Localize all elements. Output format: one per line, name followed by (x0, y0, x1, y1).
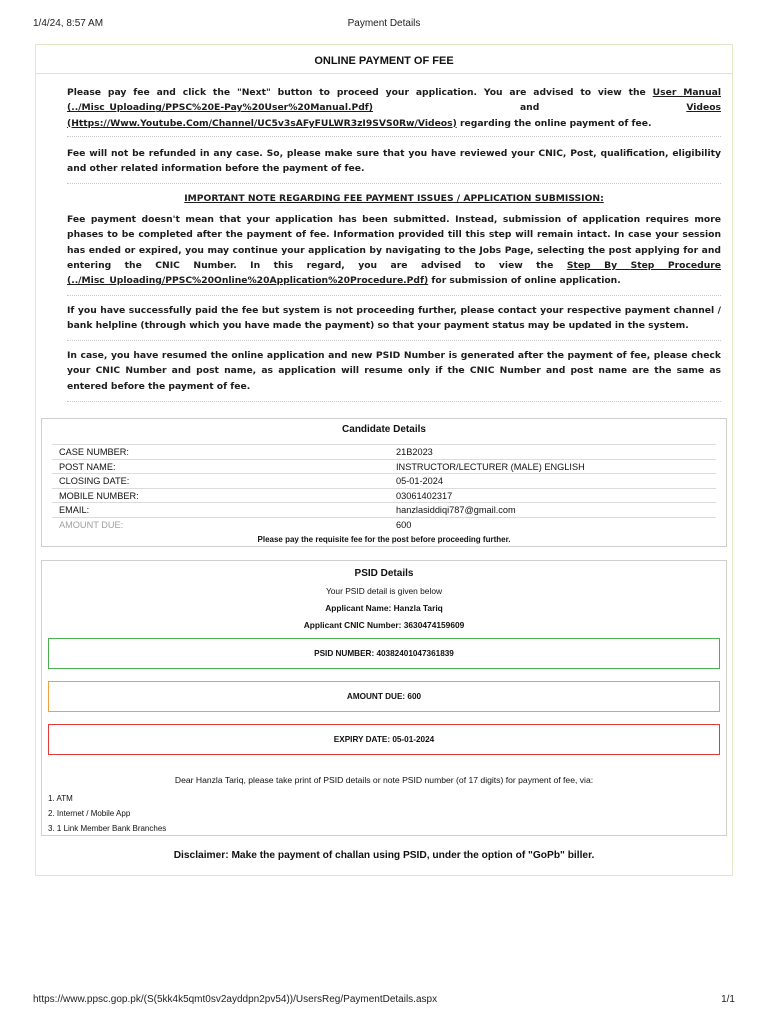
psid-number-box: PSID NUMBER: 40382401047361839 (48, 638, 720, 669)
list-item: 2. Internet / Mobile App (48, 809, 131, 818)
important-note-heading: IMPORTANT NOTE REGARDING FEE PAYMENT ISSUES / APPLICATION SUBMISSION: (184, 193, 604, 204)
row-label: EMAIL: (59, 505, 90, 516)
expiry-date-box: EXPIRY DATE: 05-01-2024 (48, 724, 720, 755)
divider (67, 401, 721, 402)
table-row (52, 459, 716, 474)
paragraph-instructions (67, 85, 721, 131)
row-label: CLOSING DATE: (59, 476, 130, 487)
paragraph-text: and (372, 102, 687, 114)
amount-due-box: AMOUNT DUE: 600 (48, 681, 720, 712)
divider (67, 183, 721, 184)
paragraph-refund: Fee will not be refunded in any case. So, please make sure that you have reviewed your CNIC, Post, qualification, eligibility and other related information before the payment of fee. (67, 148, 721, 175)
candidate-details-title: Candidate Details (342, 424, 426, 435)
applicant-cnic: Applicant CNIC Number: 3630474159609 (303, 620, 465, 630)
procedure-link[interactable]: Step By Step Procedure (../Misc_Uploading/PPSC%20Online%20Application%20Procedure.Pdf) (67, 259, 721, 287)
row-value: hanzlasiddiqi787@gmail.com (396, 505, 516, 516)
table-row (52, 517, 716, 532)
divider (36, 73, 732, 74)
paragraph-helpline: If you have successfully paid the fee but system is not proceeding further, please contact your respective payment channel / bank helpline (through which you have made the payment) so that your payment status may be updated in the system. (67, 305, 721, 332)
table-row (52, 488, 716, 503)
paragraph-text: regarding the online payment of fee. (456, 117, 652, 129)
list-item: 3. 1 Link Member Bank Branches (48, 824, 167, 833)
paragraph-text: for submission of online application. (428, 275, 621, 287)
page-number: 1/1 (721, 994, 735, 1005)
row-value: 03061402317 (396, 490, 453, 501)
psid-subtitle: Your PSID detail is given below (325, 586, 443, 596)
psid-details-title: PSID Details (354, 568, 414, 579)
divider (67, 340, 721, 341)
list-item: 1. ATM (48, 794, 73, 803)
applicant-name: Applicant Name: Hanzla Tariq (325, 603, 443, 613)
paragraph-text: Please pay fee and click the "Next" button to proceed your application. You are advised to view the (67, 87, 653, 98)
table-row (52, 444, 716, 459)
paragraph-fee-submission (67, 212, 721, 288)
divider (67, 295, 721, 296)
candidate-details-table (52, 444, 716, 532)
fee-requirement-note: Please pay the requisite fee for the post before proceeding further. (257, 535, 511, 544)
divider (67, 136, 721, 137)
row-value: 21B2023 (396, 447, 433, 457)
table-row (52, 502, 716, 517)
videos-link[interactable]: Videos (Https://Www.Youtube.Com/Channel/UC5v3sAFyFULWR3zI9SVS0Rw/Videos) (67, 102, 721, 129)
candidate-details-box (41, 418, 727, 547)
row-label: POST NAME: (59, 461, 116, 472)
payment-instructions: Dear Hanzla Tariq, please take print of PSID details or note PSID number (of 17 digits) for payment of fee, via: (174, 775, 594, 785)
print-url: https://www.ppsc.gop.pk/(S(5kk4k5qmt0sv2ayddpn2pv54))/UsersReg/PaymentDetails.aspx (33, 994, 438, 1005)
section-title: ONLINE PAYMENT OF FEE (314, 55, 454, 67)
row-label: MOBILE NUMBER: (59, 490, 139, 501)
user-manual-link[interactable]: User Manual (../Misc_Uploading/PPSC%20E-Pay%20User%20Manual.Pdf) (67, 87, 721, 114)
psid-details-box (41, 560, 727, 836)
print-footer (33, 994, 735, 1008)
payment-frame (35, 44, 733, 876)
print-page-title: Payment Details (347, 18, 421, 29)
print-datetime: 1/4/24, 8:57 AM (33, 18, 104, 29)
row-label: AMOUNT DUE: (59, 519, 124, 530)
disclaimer: Disclaimer: Make the payment of challan using PSID, under the option of "GoPb" biller. (173, 850, 595, 861)
paragraph-text: Fee payment doesn't mean that your application has been submitted. Instead, submission of application requires more phases to be completed after the payment of fee. Information provided till this step will remain intact. In case your session has ended or expired, you may continue your application by navigating to the Jobs Page, selecting the post applying for and entering the CNIC Number. In this regard, you are advised to view the (67, 214, 721, 271)
row-value: 600 (396, 519, 412, 530)
payment-methods-list (48, 791, 166, 836)
row-value: INSTRUCTOR/LECTURER (MALE) ENGLISH (396, 461, 585, 472)
print-header (33, 18, 735, 32)
paragraph-resume: In case, you have resumed the online application and new PSID Number is generated after the payment of fee, please check your CNIC Number and post name, as application will resume only if the CNIC Number and post name are the same as entered before the payment of fee. (67, 350, 721, 392)
table-row (52, 473, 716, 488)
row-value: 05-01-2024 (396, 476, 443, 487)
row-label: CASE NUMBER: (59, 447, 129, 457)
